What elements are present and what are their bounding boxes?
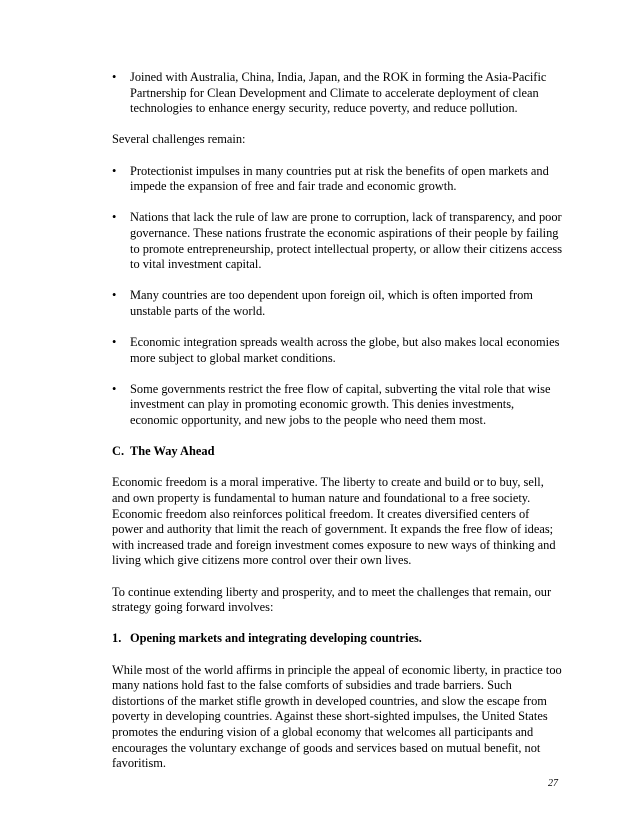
list-item xyxy=(112,210,562,272)
bullet-text: Protectionist impulses in many countries put at risk the benefits of open markets and impede the expansion of free and fair trade and economic growth. xyxy=(130,163,549,194)
way-ahead-paragraph: Economic freedom is a moral imperative. The liberty to create and build or to buy, sell, and own property is fundamental to human nature and foundational to a free society. Economic freedom also reinforces political freedom. It creates diversified centers of power and authority that limit the reach of government. It expands the free flow of ideas; with increased trade and foreign investment comes exposure to new ways of thinking and living which give citizens more control over their own lives. xyxy=(112,475,556,568)
bullet-icon: • xyxy=(112,210,117,225)
bullet-text: Many countries are too dependent upon foreign oil, which is often imported from unstable parts of the world. xyxy=(130,288,533,318)
bullet-icon: • xyxy=(112,335,117,350)
bullet-text: Some governments restrict the free flow of capital, subverting the vital role that wise investment can play in promoting economic growth. This denies investments, economic opportunity, and new jobs to the people who need them most. xyxy=(130,381,551,428)
top-bullet-list xyxy=(112,70,562,117)
challenges-list xyxy=(112,164,562,429)
challenges-intro: Several challenges remain: xyxy=(112,132,246,147)
bullet-icon: • xyxy=(112,163,117,178)
list-item xyxy=(112,335,562,366)
section-c-number: C. xyxy=(112,444,125,459)
page-number: 27 xyxy=(548,778,558,789)
subsection-1-number: 1. xyxy=(112,631,122,646)
list-item xyxy=(112,288,562,319)
list-item xyxy=(112,164,562,195)
document-page xyxy=(112,70,562,787)
subsection-1-title: Opening markets and integrating developing countries. xyxy=(130,631,422,646)
strategy-intro: To continue extending liberty and prosperity, and to meet the challenges that remain, our strategy going forward involves: xyxy=(112,584,552,615)
bullet-text: Economic integration spreads wealth across the globe, but also makes local economies more subject to global market conditions. xyxy=(130,335,560,365)
list-item xyxy=(112,382,562,429)
list-item xyxy=(112,70,562,117)
opening-markets-paragraph: While most of the world affirms in principle the appeal of economic liberty, in practice too many nations hold fast to the false comforts of subsidies and trade barriers. Such distortions of the market stifle growth in developed countries, and slow the escape from poverty in developing countries. Against these short-sighted impulses, the United States promotes the enduring vision of a global economy that welcomes all participants and encourages the voluntary exchange of goods and services based on mutual benefit, not favoritism. xyxy=(112,662,562,771)
subsection-1-heading xyxy=(112,631,562,647)
bullet-text: Nations that lack the rule of law are prone to corruption, lack of transparency, and poor governance. These nations frustrate the economic aspirations of their people by failing to promote entrepreneurship, protect intellectual property, or allow their citizens access to vital investment capital. xyxy=(130,210,563,272)
bullet-icon: • xyxy=(112,70,117,84)
section-c-heading xyxy=(112,444,562,460)
section-c-title: The Way Ahead xyxy=(130,444,215,459)
bullet-text: Joined with Australia, China, India, Japan, and the ROK in forming the Asia-Pacific Partnership for Clean Development and Climate to accelerate deployment of clean technologies to enhance energy security, reduce poverty, and reduce pollution. xyxy=(130,70,547,116)
bullet-icon: • xyxy=(112,381,117,396)
bullet-icon: • xyxy=(112,288,117,303)
